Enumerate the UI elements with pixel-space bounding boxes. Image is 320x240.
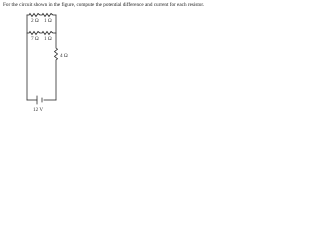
resistor-label-bottom-right: 1 Ω [44, 36, 52, 42]
battery-label: 12 V [33, 107, 44, 113]
resistor-top-right [42, 14, 53, 17]
resistor-bottom-right [42, 32, 53, 35]
problem-prompt: For the circuit shown in the figure, compute the potential difference and current for each resistor. [3, 2, 205, 8]
resistor-label-bottom-left: 7 Ω [31, 36, 39, 42]
circuit-diagram [0, 0, 205, 132]
resistor-bottom-left [29, 32, 40, 35]
resistor-right [55, 48, 58, 60]
resistor-label-top-right: 1 Ω [44, 18, 52, 24]
resistor-label-top-left: 2 Ω [31, 18, 39, 24]
resistor-top-left [29, 14, 40, 17]
resistor-label-right: 4 Ω [60, 53, 68, 59]
